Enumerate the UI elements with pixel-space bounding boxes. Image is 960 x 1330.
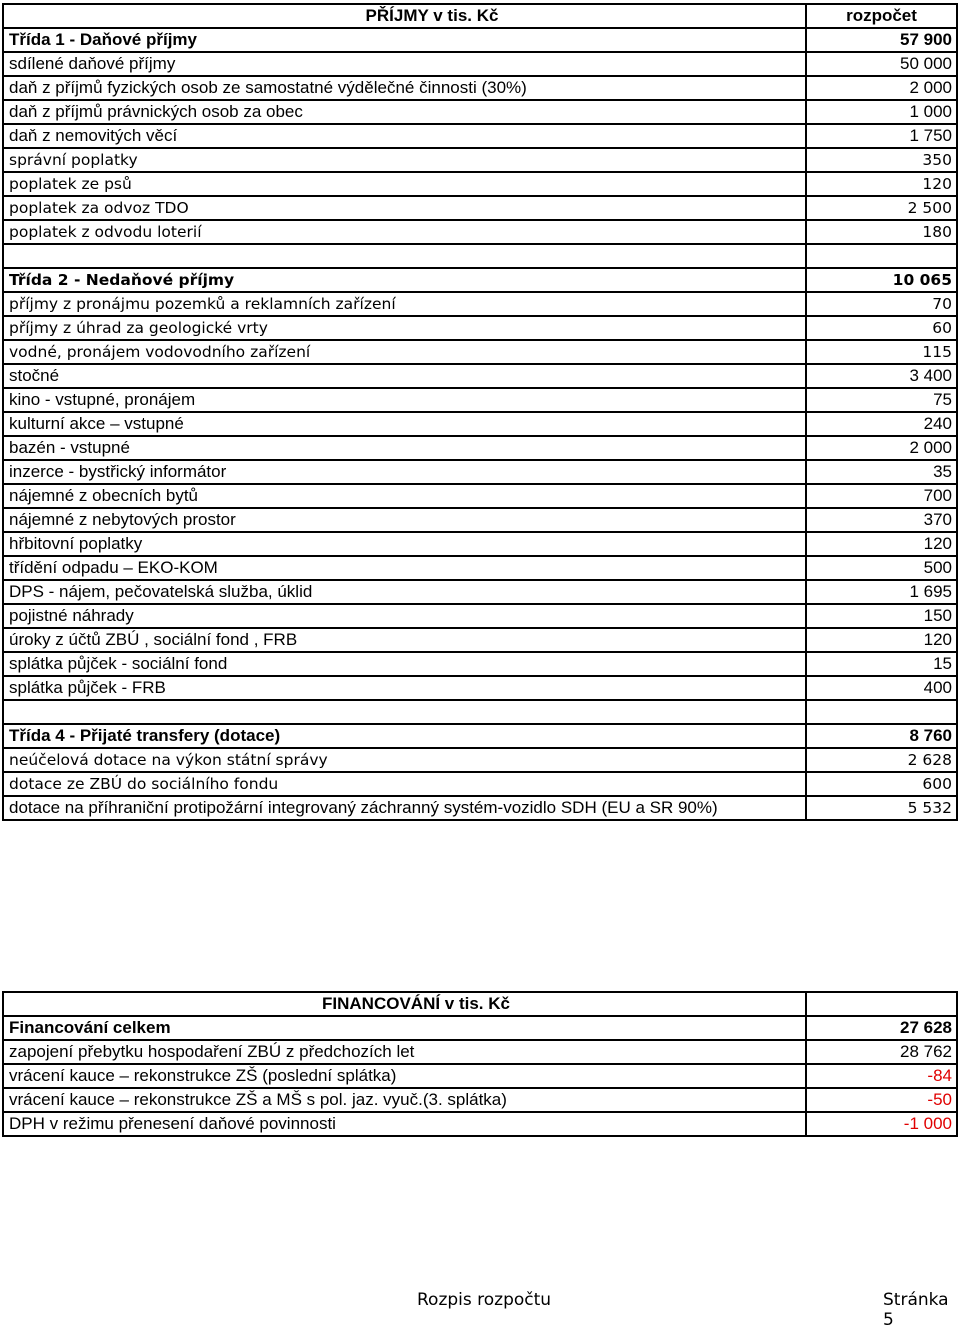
- row-value: -84: [806, 1064, 957, 1088]
- footer-document-name: Rozpis rozpočtu: [417, 1290, 552, 1310]
- row-label: příjmy z pronájmu pozemků a reklamních zařízení: [3, 292, 806, 316]
- table-row: [3, 532, 957, 556]
- row-value: 120: [806, 172, 957, 196]
- row-value: 5 532: [806, 796, 957, 820]
- row-value: 2 628: [806, 748, 957, 772]
- row-value: 115: [806, 340, 957, 364]
- row-label: poplatek ze psů: [3, 172, 806, 196]
- row-label: DPS - nájem, pečovatelská služba, úklid: [3, 580, 806, 604]
- financing-table: [2, 991, 958, 1137]
- row-value: 400: [806, 676, 957, 700]
- table-row: [3, 364, 957, 388]
- row-label: pojistné náhrady: [3, 604, 806, 628]
- table-row: [3, 292, 957, 316]
- table-row: [3, 772, 957, 796]
- row-label: splátka půjček - FRB: [3, 676, 806, 700]
- row-label: Třída 1 - Daňové příjmy: [3, 28, 806, 52]
- row-label: neúčelová dotace na výkon státní správy: [3, 748, 806, 772]
- financing-title: FINANCOVÁNÍ v tis. Kč: [3, 992, 806, 1016]
- table-row: [3, 76, 957, 100]
- row-label: příjmy z úhrad za geologické vrty: [3, 316, 806, 340]
- table-row: [3, 196, 957, 220]
- income-title: PŘÍJMY v tis. Kč: [3, 4, 806, 28]
- table-row: [3, 436, 957, 460]
- row-value: 350: [806, 148, 957, 172]
- row-label: vrácení kauce – rekonstrukce ZŠ a MŠ s pol. jaz. vyuč.(3. splátka): [3, 1088, 806, 1112]
- financing-header-row: [3, 992, 957, 1016]
- row-value: 370: [806, 508, 957, 532]
- row-value: 10 065: [806, 268, 957, 292]
- table-row: [3, 724, 957, 748]
- row-label: úroky z účtů ZBÚ , sociální fond , FRB: [3, 628, 806, 652]
- footer-page-number: Stránka 5: [883, 1290, 949, 1330]
- table-row: [3, 340, 957, 364]
- row-label: správní poplatky: [3, 148, 806, 172]
- table-row: [3, 28, 957, 52]
- row-value: 180: [806, 220, 957, 244]
- row-value: 35: [806, 460, 957, 484]
- table-row: [3, 220, 957, 244]
- table-row: [3, 316, 957, 340]
- table-row: [3, 124, 957, 148]
- row-label: [3, 700, 806, 724]
- row-label: vodné, pronájem vodovodního zařízení: [3, 340, 806, 364]
- row-label: daň z příjmů právnických osob za obec: [3, 100, 806, 124]
- row-label: třídění odpadu – EKO-KOM: [3, 556, 806, 580]
- row-value: 150: [806, 604, 957, 628]
- table-row: [3, 172, 957, 196]
- table-row: [3, 412, 957, 436]
- table-row: [3, 1016, 957, 1040]
- row-label: [3, 244, 806, 268]
- table-row: [3, 484, 957, 508]
- table-row: [3, 580, 957, 604]
- row-value: 1 000: [806, 100, 957, 124]
- row-label: zapojení přebytku hospodaření ZBÚ z předchozích let: [3, 1040, 806, 1064]
- row-label: dotace ze ZBÚ do sociálního fondu: [3, 772, 806, 796]
- row-label: bazén - vstupné: [3, 436, 806, 460]
- row-value: 700: [806, 484, 957, 508]
- row-label: Třída 4 - Přijaté transfery (dotace): [3, 724, 806, 748]
- table-row: [3, 604, 957, 628]
- row-value: 120: [806, 532, 957, 556]
- table-row: [3, 676, 957, 700]
- table-row: [3, 268, 957, 292]
- row-value: 15: [806, 652, 957, 676]
- row-value: [806, 700, 957, 724]
- table-row: [3, 52, 957, 76]
- table-row: [3, 1088, 957, 1112]
- budget-header: rozpočet: [806, 4, 957, 28]
- table-row: [3, 100, 957, 124]
- row-value: 2 000: [806, 76, 957, 100]
- table-row: [3, 556, 957, 580]
- row-label: hřbitovní poplatky: [3, 532, 806, 556]
- row-value: 50 000: [806, 52, 957, 76]
- table-row: [3, 1112, 957, 1136]
- row-value: 60: [806, 316, 957, 340]
- row-label: nájemné z nebytových prostor: [3, 508, 806, 532]
- table-row: [3, 388, 957, 412]
- row-label: sdílené daňové příjmy: [3, 52, 806, 76]
- row-label: inzerce - bystřický informátor: [3, 460, 806, 484]
- row-value: 1 695: [806, 580, 957, 604]
- row-label: kulturní akce – vstupné: [3, 412, 806, 436]
- row-value: 2 500: [806, 196, 957, 220]
- table-row: [3, 652, 957, 676]
- row-value: -1 000: [806, 1112, 957, 1136]
- row-value: 57 900: [806, 28, 957, 52]
- row-value: 28 762: [806, 1040, 957, 1064]
- table-row: [3, 628, 957, 652]
- row-label: Třída 2 - Nedaňové příjmy: [3, 268, 806, 292]
- row-value: 75: [806, 388, 957, 412]
- table-row: [3, 508, 957, 532]
- row-value: 240: [806, 412, 957, 436]
- row-label: kino - vstupné, pronájem: [3, 388, 806, 412]
- table-row: [3, 1040, 957, 1064]
- row-label: daň z nemovitých věcí: [3, 124, 806, 148]
- row-label: stočné: [3, 364, 806, 388]
- row-value: 70: [806, 292, 957, 316]
- row-value: 500: [806, 556, 957, 580]
- table-row: [3, 244, 957, 268]
- row-label: DPH v režimu přenesení daňové povinnosti: [3, 1112, 806, 1136]
- table-row: [3, 1064, 957, 1088]
- table-row: [3, 748, 957, 772]
- income-table: [2, 3, 958, 821]
- row-label: splátka půjček - sociální fond: [3, 652, 806, 676]
- row-value: 120: [806, 628, 957, 652]
- row-label: nájemné z obecních bytů: [3, 484, 806, 508]
- row-label: poplatek za odvoz TDO: [3, 196, 806, 220]
- row-label: Financování celkem: [3, 1016, 806, 1040]
- row-label: dotace na příhraniční protipožární integrovaný záchranný systém-vozidlo SDH (EU a SR 90%): [3, 796, 806, 820]
- row-value: 600: [806, 772, 957, 796]
- row-value: 3 400: [806, 364, 957, 388]
- row-label: poplatek z odvodu loterií: [3, 220, 806, 244]
- row-value: 27 628: [806, 1016, 957, 1040]
- table-row: [3, 148, 957, 172]
- table-row: [3, 796, 957, 820]
- row-label: daň z příjmů fyzických osob ze samostatné výdělečné činnosti (30%): [3, 76, 806, 100]
- table-row: [3, 460, 957, 484]
- income-header-row: [3, 4, 957, 28]
- row-value: [806, 244, 957, 268]
- row-value: 2 000: [806, 436, 957, 460]
- financing-header-empty: [806, 992, 957, 1016]
- row-value: 8 760: [806, 724, 957, 748]
- row-value: 1 750: [806, 124, 957, 148]
- table-row: [3, 700, 957, 724]
- row-label: vrácení kauce – rekonstrukce ZŠ (poslední splátka): [3, 1064, 806, 1088]
- row-value: -50: [806, 1088, 957, 1112]
